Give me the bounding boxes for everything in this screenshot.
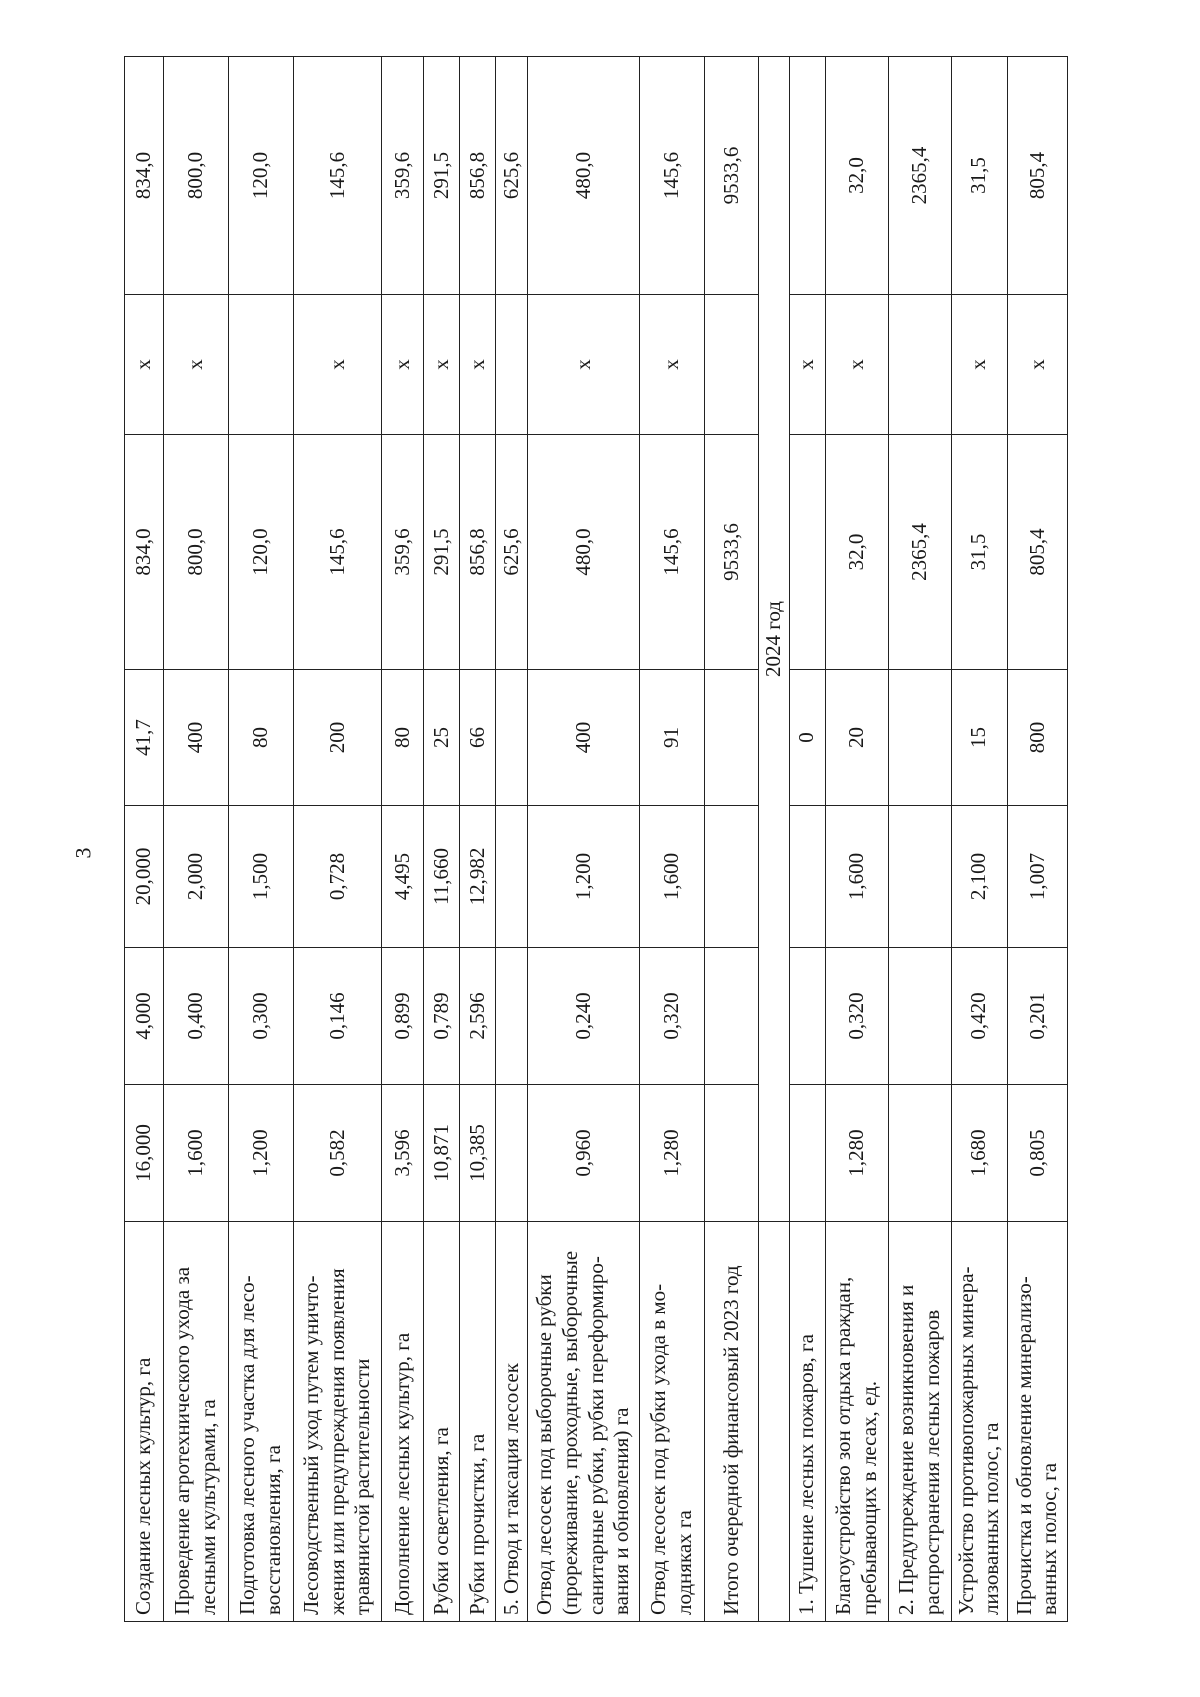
table-row (382, 57, 424, 1622)
cell-c3: 0,728 (294, 806, 382, 948)
cell-c1: 0,582 (294, 1085, 382, 1222)
cell-c1 (705, 1085, 759, 1222)
cell-c6: х (951, 295, 1007, 435)
cell-c3: 2,000 (164, 806, 229, 948)
cell-c2 (888, 948, 951, 1085)
cell-c7: 625,6 (496, 57, 528, 295)
cell-c3: 2,100 (951, 806, 1007, 948)
cell-c7: 805,4 (1007, 57, 1067, 295)
cell-c3 (888, 806, 951, 948)
cell-c5: 834,0 (125, 435, 164, 670)
cell-c7: 145,6 (294, 57, 382, 295)
cell-c2 (496, 948, 528, 1085)
cell-c6: х (382, 295, 424, 435)
row-label: Проведение агротехнического ухода за лесными культурами, га (164, 1222, 229, 1622)
cell-c5: 359,6 (382, 435, 424, 670)
cell-c7: 800,0 (164, 57, 229, 295)
cell-c2: 0,899 (382, 948, 424, 1085)
cell-c1: 1,600 (164, 1085, 229, 1222)
year-label: 2024 год (759, 57, 790, 1222)
cell-c7: 120,0 (229, 57, 294, 295)
cell-c2: 4,000 (125, 948, 164, 1085)
cell-c1: 1,680 (951, 1085, 1007, 1222)
cell-c3: 11,660 (424, 806, 460, 948)
year-row (759, 57, 790, 1622)
cell-c7: 291,5 (424, 57, 460, 295)
cell-c6 (496, 295, 528, 435)
cell-c6: х (1007, 295, 1067, 435)
cell-c5: 805,4 (1007, 435, 1067, 670)
row-label: Лесоводственный уход путем уничто-жения или предупреждения появления травянистой растительности (294, 1222, 382, 1622)
table-row (1007, 57, 1067, 1622)
table-row (825, 57, 888, 1622)
cell-c5 (789, 435, 825, 670)
table-row (460, 57, 496, 1622)
cell-c1: 1,200 (229, 1085, 294, 1222)
cell-c6 (705, 295, 759, 435)
row-label: 5. Отвод и таксация лесосек (496, 1222, 528, 1622)
cell-c2: 0,300 (229, 948, 294, 1085)
cell-c1 (496, 1085, 528, 1222)
cell-c3 (496, 806, 528, 948)
cell-c2: 2,596 (460, 948, 496, 1085)
row-label: Отвод лесосек под рубки ухода в мо-лодняках га (640, 1222, 705, 1622)
row-label: Благоустройство зон отдыха граждан, пребывающих в лесах, ед. (825, 1222, 888, 1622)
cell-c6: х (640, 295, 705, 435)
cell-c3 (705, 806, 759, 948)
row-label: Дополнение лесных культур, га (382, 1222, 424, 1622)
cell-c6: х (164, 295, 229, 435)
cell-c1 (789, 1085, 825, 1222)
table-row (951, 57, 1007, 1622)
cell-c7: 834,0 (125, 57, 164, 295)
cell-c3: 1,007 (1007, 806, 1067, 948)
cell-c6: х (294, 295, 382, 435)
cell-c2: 0,201 (1007, 948, 1067, 1085)
budget-table (124, 56, 1068, 1622)
cell-c6: х (424, 295, 460, 435)
cell-c5: 120,0 (229, 435, 294, 670)
cell-c7: 31,5 (951, 57, 1007, 295)
cell-c5: 800,0 (164, 435, 229, 670)
cell-c1: 16,000 (125, 1085, 164, 1222)
table-row (705, 57, 759, 1622)
cell-c7: 359,6 (382, 57, 424, 295)
rotated-sheet (124, 57, 1062, 1622)
cell-c5: 31,5 (951, 435, 1007, 670)
cell-c3 (789, 806, 825, 948)
cell-c4: 20 (825, 670, 888, 806)
cell-c4 (888, 670, 951, 806)
cell-c4: 15 (951, 670, 1007, 806)
row-label: Рубки прочистки, га (460, 1222, 496, 1622)
cell-c7: 32,0 (825, 57, 888, 295)
cell-c3: 1,500 (229, 806, 294, 948)
cell-c1: 10,871 (424, 1085, 460, 1222)
cell-c1: 0,960 (528, 1085, 640, 1222)
cell-c3: 1,600 (825, 806, 888, 948)
cell-c5: 480,0 (528, 435, 640, 670)
cell-c4: 200 (294, 670, 382, 806)
cell-c2: 0,240 (528, 948, 640, 1085)
row-label: Создание лесных культур, га (125, 1222, 164, 1622)
cell-c2: 0,146 (294, 948, 382, 1085)
cell-c3: 12,982 (460, 806, 496, 948)
cell-c5: 2365,4 (888, 435, 951, 670)
cell-c7: 480,0 (528, 57, 640, 295)
cell-c7 (789, 57, 825, 295)
cell-c4: 25 (424, 670, 460, 806)
cell-c5: 32,0 (825, 435, 888, 670)
cell-c5: 856,8 (460, 435, 496, 670)
cell-c2 (789, 948, 825, 1085)
cell-c4: 400 (164, 670, 229, 806)
cell-c4: 41,7 (125, 670, 164, 806)
cell-c6: х (825, 295, 888, 435)
cell-c4: 0 (789, 670, 825, 806)
cell-c6: х (789, 295, 825, 435)
cell-c5: 625,6 (496, 435, 528, 670)
row-label: Прочистка и обновление минерализо-ванных полос, га (1007, 1222, 1067, 1622)
year-row-blank (759, 1222, 790, 1622)
cell-c6 (229, 295, 294, 435)
table-row (496, 57, 528, 1622)
cell-c6: х (528, 295, 640, 435)
cell-c1 (888, 1085, 951, 1222)
table-row (424, 57, 460, 1622)
row-label: 2. Предупреждение возникновения и распространения лесных пожаров (888, 1222, 951, 1622)
row-label: Подготовка лесного участка для лесо-восстановления, га (229, 1222, 294, 1622)
cell-c1: 10,385 (460, 1085, 496, 1222)
cell-c2: 0,420 (951, 948, 1007, 1085)
cell-c4: 66 (460, 670, 496, 806)
cell-c7: 856,8 (460, 57, 496, 295)
table-row (294, 57, 382, 1622)
cell-c2: 0,789 (424, 948, 460, 1085)
cell-c4: 80 (229, 670, 294, 806)
row-label: Отвод лесосек под выборочные рубки (прореживание, проходные, выборочные санитарные рубки, рубки переформиро-вания и обновления) га (528, 1222, 640, 1622)
cell-c3: 1,200 (528, 806, 640, 948)
cell-c5: 9533,6 (705, 435, 759, 670)
table-row (164, 57, 229, 1622)
table-row (528, 57, 640, 1622)
row-label: Рубки осветления, га (424, 1222, 460, 1622)
cell-c1: 1,280 (825, 1085, 888, 1222)
row-label: Итого очередной финансовый 2023 год (705, 1222, 759, 1622)
cell-c6: х (125, 295, 164, 435)
cell-c3: 4,495 (382, 806, 424, 948)
table-row (229, 57, 294, 1622)
cell-c1: 3,596 (382, 1085, 424, 1222)
cell-c4 (705, 670, 759, 806)
cell-c2: 0,320 (640, 948, 705, 1085)
cell-c7: 9533,6 (705, 57, 759, 295)
table-row (640, 57, 705, 1622)
cell-c1: 0,805 (1007, 1085, 1067, 1222)
cell-c3: 20,000 (125, 806, 164, 948)
page-number: 3 (70, 847, 96, 859)
cell-c5: 291,5 (424, 435, 460, 670)
cell-c2 (705, 948, 759, 1085)
row-label: Устройство противопожарных минера-лизованных полос, га (951, 1222, 1007, 1622)
table-row (789, 57, 825, 1622)
cell-c3: 1,600 (640, 806, 705, 948)
row-label: 1. Тушение лесных пожаров, га (789, 1222, 825, 1622)
cell-c5: 145,6 (294, 435, 382, 670)
cell-c5: 145,6 (640, 435, 705, 670)
table-body (125, 57, 1068, 1622)
cell-c7: 2365,4 (888, 57, 951, 295)
cell-c4 (496, 670, 528, 806)
cell-c7: 145,6 (640, 57, 705, 295)
cell-c2: 0,400 (164, 948, 229, 1085)
cell-c4: 400 (528, 670, 640, 806)
cell-c4: 80 (382, 670, 424, 806)
table-row (888, 57, 951, 1622)
cell-c6 (888, 295, 951, 435)
cell-c1: 1,280 (640, 1085, 705, 1222)
cell-c6: х (460, 295, 496, 435)
cell-c2: 0,320 (825, 948, 888, 1085)
table-row (125, 57, 164, 1622)
cell-c4: 91 (640, 670, 705, 806)
cell-c4: 800 (1007, 670, 1067, 806)
